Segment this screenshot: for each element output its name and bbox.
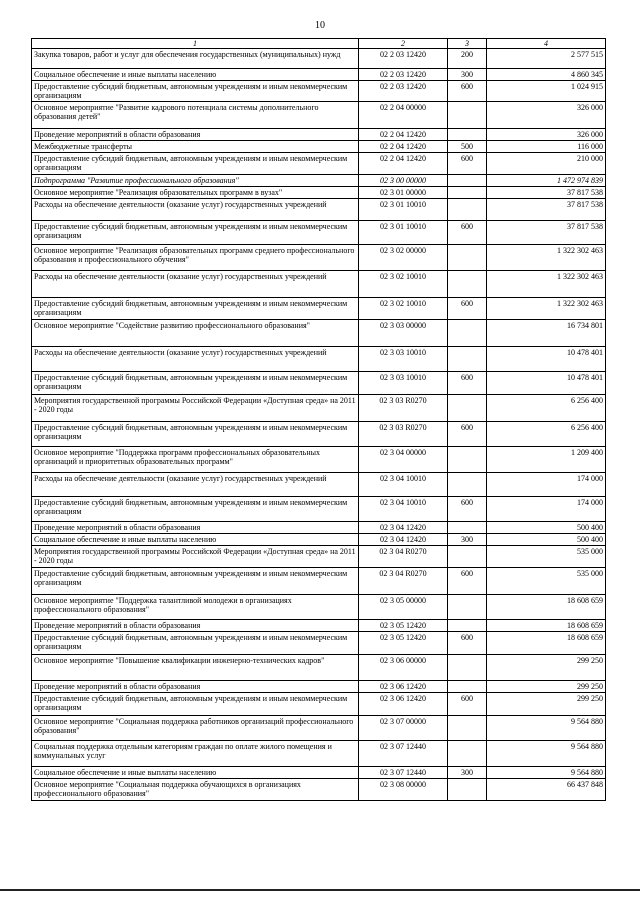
row-sum-cell: 18 608 659 (487, 620, 606, 632)
row-type-cell (448, 716, 487, 741)
column-header-2: 2 (359, 39, 448, 49)
column-header-4: 4 (487, 39, 606, 49)
table-row (32, 102, 606, 129)
row-type-cell (448, 655, 487, 681)
row-name-cell: Предоставление субсидий бюджетным, автономным учреждениям и иным некоммерческим организациям (32, 372, 359, 395)
table-row (32, 395, 606, 422)
row-code-cell: 02 3 03 10010 (359, 347, 448, 372)
table-row (32, 716, 606, 741)
row-type-cell (448, 681, 487, 693)
row-sum-cell: 1 322 302 463 (487, 298, 606, 320)
row-sum-cell: 299 250 (487, 655, 606, 681)
row-type-cell (448, 271, 487, 298)
table-row (32, 568, 606, 595)
row-sum-cell: 1 209 400 (487, 447, 606, 473)
row-code-cell: 02 3 04 10010 (359, 473, 448, 497)
row-name-cell: Предоставление субсидий бюджетным, автономным учреждениям и иным некоммерческим организациям (32, 81, 359, 102)
row-sum-cell: 6 256 400 (487, 395, 606, 422)
row-code-cell: 02 2 04 12420 (359, 141, 448, 153)
row-sum-cell: 9 564 880 (487, 767, 606, 779)
row-name-cell: Основное мероприятие "Повышение квалификации инженерно-технических кадров" (32, 655, 359, 681)
table-row (32, 153, 606, 175)
row-type-cell (448, 447, 487, 473)
row-sum-cell: 2 577 515 (487, 49, 606, 69)
row-code-cell: 02 3 07 12440 (359, 767, 448, 779)
column-header-3: 3 (448, 39, 487, 49)
row-code-cell: 02 2 04 12420 (359, 153, 448, 175)
table-row (32, 199, 606, 221)
row-type-cell: 600 (448, 372, 487, 395)
row-type-cell: 300 (448, 767, 487, 779)
table-row (32, 522, 606, 534)
row-name-cell: Проведение мероприятий в области образования (32, 681, 359, 693)
column-header-1: 1 (32, 39, 359, 49)
table-row (32, 655, 606, 681)
row-type-cell (448, 546, 487, 568)
row-name-cell: Расходы на обеспечение деятельности (оказание услуг) государственных учреждений (32, 473, 359, 497)
table-row (32, 271, 606, 298)
budget-table (31, 38, 606, 801)
row-type-cell: 600 (448, 298, 487, 320)
row-sum-cell: 10 478 401 (487, 347, 606, 372)
header-row (32, 39, 606, 49)
row-type-cell (448, 199, 487, 221)
row-code-cell: 02 3 04 10010 (359, 497, 448, 522)
row-name-cell: Предоставление субсидий бюджетным, автономным учреждениям и иным некоммерческим организациям (32, 153, 359, 175)
table-row (32, 546, 606, 568)
row-name-cell: Мероприятия государственной программы Российской Федерации «Доступная среда» на 2011 - 2020 годы (32, 395, 359, 422)
page-edge-line (0, 889, 640, 891)
row-name-cell: Межбюджетные трансферты (32, 141, 359, 153)
row-type-cell: 600 (448, 153, 487, 175)
row-name-cell: Основное мероприятие "Поддержка талантливой молодежи в организациях профессионального образования" (32, 595, 359, 620)
row-code-cell: 02 3 05 12420 (359, 620, 448, 632)
row-code-cell: 02 3 06 12420 (359, 681, 448, 693)
row-sum-cell: 1 322 302 463 (487, 271, 606, 298)
row-type-cell: 500 (448, 141, 487, 153)
row-name-cell: Расходы на обеспечение деятельности (оказание услуг) государственных учреждений (32, 199, 359, 221)
row-sum-cell: 299 250 (487, 693, 606, 716)
row-type-cell (448, 522, 487, 534)
table-row (32, 447, 606, 473)
row-code-cell: 02 3 01 10010 (359, 221, 448, 245)
row-sum-cell: 210 000 (487, 153, 606, 175)
row-type-cell (448, 741, 487, 767)
row-type-cell (448, 175, 487, 187)
table-row (32, 298, 606, 320)
row-sum-cell: 1 472 974 839 (487, 175, 606, 187)
row-sum-cell: 4 860 345 (487, 69, 606, 81)
row-type-cell: 600 (448, 497, 487, 522)
row-code-cell: 02 3 07 00000 (359, 716, 448, 741)
row-sum-cell: 326 000 (487, 129, 606, 141)
table-row (32, 175, 606, 187)
row-type-cell (448, 347, 487, 372)
row-name-cell: Предоставление субсидий бюджетным, автономным учреждениям и иным некоммерческим организациям (32, 221, 359, 245)
page-number: 10 (315, 20, 325, 31)
row-sum-cell: 535 000 (487, 568, 606, 595)
row-name-cell: Предоставление субсидий бюджетным, автономным учреждениям и иным некоммерческим организациям (32, 693, 359, 716)
row-code-cell: 02 2 03 12420 (359, 69, 448, 81)
table-row (32, 620, 606, 632)
row-sum-cell: 299 250 (487, 681, 606, 693)
row-name-cell: Проведение мероприятий в области образования (32, 129, 359, 141)
table-row (32, 320, 606, 347)
row-name-cell: Основное мероприятие "Социальная поддержка работников организаций профессионального образования" (32, 716, 359, 741)
row-name-cell: Предоставление субсидий бюджетным, автономным учреждениям и иным некоммерческим организациям (32, 298, 359, 320)
row-sum-cell: 174 000 (487, 473, 606, 497)
row-sum-cell: 1 024 915 (487, 81, 606, 102)
table-row (32, 741, 606, 767)
row-code-cell: 02 3 03 R0270 (359, 395, 448, 422)
row-type-cell (448, 245, 487, 271)
row-type-cell (448, 187, 487, 199)
row-name-cell: Расходы на обеспечение деятельности (оказание услуг) государственных учреждений (32, 347, 359, 372)
table-row (32, 473, 606, 497)
row-sum-cell: 9 564 880 (487, 741, 606, 767)
row-code-cell: 02 3 04 12420 (359, 522, 448, 534)
row-sum-cell: 66 437 848 (487, 779, 606, 801)
row-type-cell (448, 395, 487, 422)
row-type-cell: 300 (448, 534, 487, 546)
row-type-cell: 600 (448, 693, 487, 716)
table-row (32, 767, 606, 779)
row-code-cell: 02 3 02 00000 (359, 245, 448, 271)
row-type-cell (448, 102, 487, 129)
row-type-cell: 600 (448, 221, 487, 245)
row-sum-cell: 18 608 659 (487, 595, 606, 620)
table-row (32, 497, 606, 522)
row-type-cell (448, 779, 487, 801)
row-code-cell: 02 3 04 00000 (359, 447, 448, 473)
row-code-cell: 02 3 02 10010 (359, 298, 448, 320)
row-code-cell: 02 3 04 R0270 (359, 568, 448, 595)
row-type-cell: 300 (448, 69, 487, 81)
row-type-cell (448, 620, 487, 632)
row-code-cell: 02 3 04 R0270 (359, 546, 448, 568)
row-name-cell: Предоставление субсидий бюджетным, автономным учреждениям и иным некоммерческим организациям (32, 497, 359, 522)
table-row (32, 141, 606, 153)
row-sum-cell: 6 256 400 (487, 422, 606, 447)
row-code-cell: 02 3 02 10010 (359, 271, 448, 298)
row-code-cell: 02 3 00 00000 (359, 175, 448, 187)
row-sum-cell: 37 817 538 (487, 221, 606, 245)
row-sum-cell: 37 817 538 (487, 187, 606, 199)
row-name-cell: Мероприятия государственной программы Российской Федерации «Доступная среда» на 2011 - 2020 годы (32, 546, 359, 568)
row-name-cell: Предоставление субсидий бюджетным, автономным учреждениям и иным некоммерческим организациям (32, 632, 359, 655)
row-code-cell: 02 2 03 12420 (359, 49, 448, 69)
table-row (32, 779, 606, 801)
row-code-cell: 02 3 03 00000 (359, 320, 448, 347)
table-row (32, 81, 606, 102)
row-name-cell: Предоставление субсидий бюджетным, автономным учреждениям и иным некоммерческим организациям (32, 568, 359, 595)
row-type-cell (448, 473, 487, 497)
row-name-cell: Расходы на обеспечение деятельности (оказание услуг) государственных учреждений (32, 271, 359, 298)
row-sum-cell: 18 608 659 (487, 632, 606, 655)
row-code-cell: 02 3 05 00000 (359, 595, 448, 620)
row-name-cell: Предоставление субсидий бюджетным, автономным учреждениям и иным некоммерческим организациям (32, 422, 359, 447)
row-code-cell: 02 3 03 R0270 (359, 422, 448, 447)
table-row (32, 632, 606, 655)
row-sum-cell: 1 322 302 463 (487, 245, 606, 271)
row-code-cell: 02 3 04 12420 (359, 534, 448, 546)
row-sum-cell: 535 000 (487, 546, 606, 568)
table-row (32, 187, 606, 199)
row-sum-cell: 326 000 (487, 102, 606, 129)
row-type-cell: 600 (448, 422, 487, 447)
table-row (32, 129, 606, 141)
row-type-cell: 600 (448, 81, 487, 102)
table-row (32, 422, 606, 447)
row-name-cell: Основное мероприятие "Социальная поддержка обучающихся в организациях профессионального образования" (32, 779, 359, 801)
row-name-cell: Основное мероприятие "Поддержка программ профессиональных образовательных организаций и приоритетных образовательных программ" (32, 447, 359, 473)
row-type-cell: 200 (448, 49, 487, 69)
row-code-cell: 02 3 06 00000 (359, 655, 448, 681)
row-name-cell: Социальное обеспечение и иные выплаты населению (32, 767, 359, 779)
row-name-cell: Основное мероприятие "Реализация образовательных программ среднего профессионального образования и профессионального обучения" (32, 245, 359, 271)
row-type-cell (448, 320, 487, 347)
row-sum-cell: 37 817 538 (487, 199, 606, 221)
row-name-cell: Основное мероприятие "Реализация образовательных программ в вузах" (32, 187, 359, 199)
row-name-cell: Закупка товаров, работ и услуг для обеспечения государственных (муниципальных) нужд (32, 49, 359, 69)
row-name-cell: Основное мероприятие "Содействие развитию профессионального образования" (32, 320, 359, 347)
row-sum-cell: 116 000 (487, 141, 606, 153)
row-code-cell: 02 3 01 00000 (359, 187, 448, 199)
table-row (32, 595, 606, 620)
row-type-cell (448, 595, 487, 620)
row-name-cell: Социальное обеспечение и иные выплаты населению (32, 534, 359, 546)
row-sum-cell: 500 400 (487, 534, 606, 546)
row-code-cell: 02 2 03 12420 (359, 81, 448, 102)
table-row (32, 534, 606, 546)
row-name-cell: Социальная поддержка отдельным категориям граждан по оплате жилого помещения и коммунальных услуг (32, 741, 359, 767)
table-row (32, 372, 606, 395)
row-type-cell: 600 (448, 632, 487, 655)
row-name-cell: Проведение мероприятий в области образования (32, 620, 359, 632)
row-code-cell: 02 3 07 12440 (359, 741, 448, 767)
row-sum-cell: 16 734 801 (487, 320, 606, 347)
row-name-cell: Социальное обеспечение и иные выплаты населению (32, 69, 359, 81)
table-row (32, 49, 606, 69)
table-row (32, 693, 606, 716)
row-code-cell: 02 3 06 12420 (359, 693, 448, 716)
row-name-cell: Основное мероприятие "Развитие кадрового потенциала системы дополнительного образования детей" (32, 102, 359, 129)
row-sum-cell: 174 000 (487, 497, 606, 522)
table-row (32, 69, 606, 81)
row-sum-cell: 10 478 401 (487, 372, 606, 395)
table-row (32, 347, 606, 372)
table-row (32, 681, 606, 693)
table-row (32, 245, 606, 271)
table-row (32, 221, 606, 245)
row-code-cell: 02 3 01 10010 (359, 199, 448, 221)
row-code-cell: 02 2 04 12420 (359, 129, 448, 141)
row-type-cell: 600 (448, 568, 487, 595)
row-code-cell: 02 2 04 00000 (359, 102, 448, 129)
row-sum-cell: 500 400 (487, 522, 606, 534)
row-code-cell: 02 3 08 00000 (359, 779, 448, 801)
row-code-cell: 02 3 03 10010 (359, 372, 448, 395)
table-body (32, 49, 606, 801)
row-sum-cell: 9 564 880 (487, 716, 606, 741)
row-type-cell (448, 129, 487, 141)
row-code-cell: 02 3 05 12420 (359, 632, 448, 655)
row-name-cell: Проведение мероприятий в области образования (32, 522, 359, 534)
row-name-cell: Подпрограмма "Развитие профессионального образования" (32, 175, 359, 187)
